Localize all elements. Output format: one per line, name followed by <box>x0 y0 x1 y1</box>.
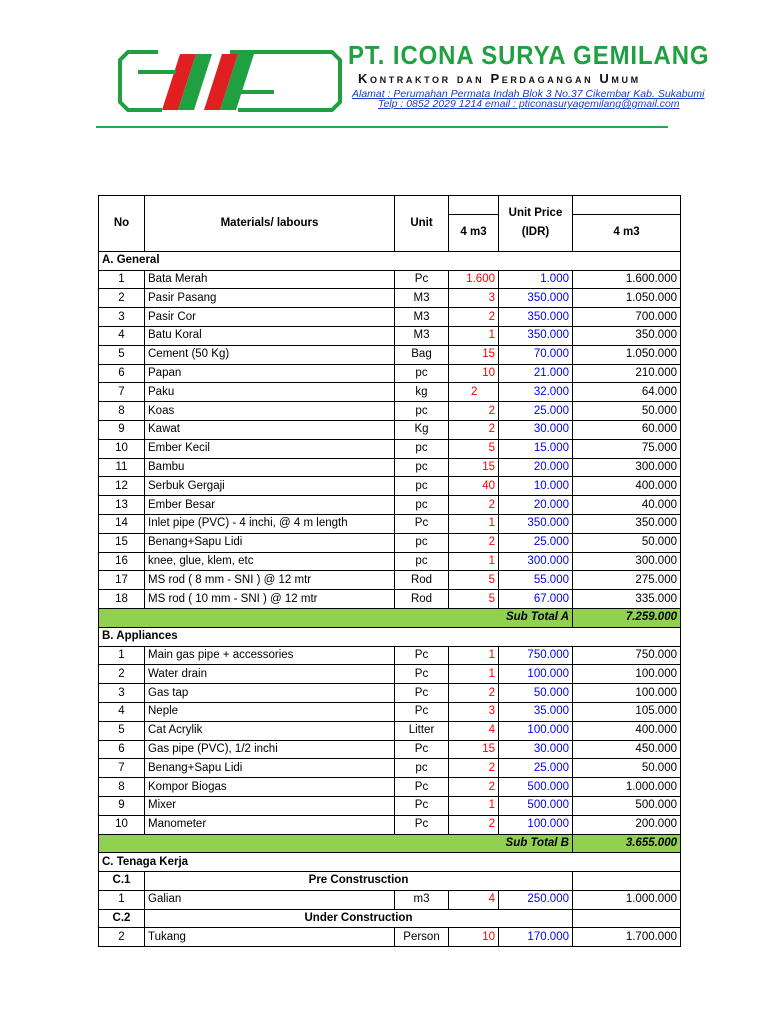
table-row <box>99 477 681 496</box>
row-total: 700.000 <box>573 308 681 327</box>
row-no: 5 <box>99 721 145 740</box>
row-no: 8 <box>99 402 145 421</box>
row-unit: Rod <box>395 571 449 590</box>
row-no: 2 <box>99 289 145 308</box>
row-no: 9 <box>99 796 145 815</box>
row-unit-price: 15.000 <box>499 439 573 458</box>
row-unit-price: 350.000 <box>499 308 573 327</box>
row-material: Water drain <box>145 665 395 684</box>
table-row <box>99 665 681 684</box>
section-a-row <box>99 251 681 270</box>
row-unit-price: 30.000 <box>499 420 573 439</box>
row-total: 400.000 <box>573 477 681 496</box>
table-row <box>99 740 681 759</box>
row-no: 7 <box>99 759 145 778</box>
row-material: Benang+Sapu Lidi <box>145 533 395 552</box>
row-unit-price: 100.000 <box>499 815 573 834</box>
subtotal-a-label: Sub Total A <box>99 608 573 627</box>
row-qty: 1 <box>449 326 499 345</box>
row-material: Bata Merah <box>145 270 395 289</box>
row-unit: kg <box>395 383 449 402</box>
row-no: 13 <box>99 496 145 515</box>
row-total: 50.000 <box>573 402 681 421</box>
row-unit: pc <box>395 552 449 571</box>
row-material: Cat Acrylik <box>145 721 395 740</box>
row-unit: pc <box>395 402 449 421</box>
table-row <box>99 646 681 665</box>
row-material: Bambu <box>145 458 395 477</box>
header-blank-total <box>573 196 681 215</box>
table-row <box>99 759 681 778</box>
row-total: 100.000 <box>573 665 681 684</box>
row-material: Manometer <box>145 815 395 834</box>
table-row <box>99 928 681 947</box>
header-unit-price-line2: (IDR) <box>521 226 550 239</box>
row-qty: 2 <box>449 815 499 834</box>
row-no: 8 <box>99 778 145 797</box>
table-row <box>99 890 681 909</box>
table-row <box>99 684 681 703</box>
row-total: 1.600.000 <box>573 270 681 289</box>
subtotal-a-row <box>99 608 681 627</box>
table-row <box>99 702 681 721</box>
row-unit-price: 67.000 <box>499 590 573 609</box>
row-material: Benang+Sapu Lidi <box>145 759 395 778</box>
section-c1-body <box>99 890 681 909</box>
table-row <box>99 458 681 477</box>
row-unit: M3 <box>395 326 449 345</box>
row-unit: Rod <box>395 590 449 609</box>
row-qty: 1 <box>449 646 499 665</box>
row-unit-price: 500.000 <box>499 796 573 815</box>
row-total: 500.000 <box>573 796 681 815</box>
row-no: 9 <box>99 420 145 439</box>
row-unit: Pc <box>395 646 449 665</box>
section-c1-blank <box>573 872 681 891</box>
header-unit: Unit <box>395 196 449 252</box>
row-total: 450.000 <box>573 740 681 759</box>
row-no: 5 <box>99 345 145 364</box>
company-name: PT. ICONA SURYA GEMILANG <box>348 40 710 70</box>
row-total: 64.000 <box>573 383 681 402</box>
row-no: 17 <box>99 571 145 590</box>
table-row <box>99 815 681 834</box>
row-no: 7 <box>99 383 145 402</box>
row-unit: pc <box>395 439 449 458</box>
row-unit: Pc <box>395 684 449 703</box>
row-material: Main gas pipe + accessories <box>145 646 395 665</box>
row-material: MS rod ( 10 mm - SNI ) @ 12 mtr <box>145 590 395 609</box>
table-row <box>99 420 681 439</box>
row-unit-price: 20.000 <box>499 458 573 477</box>
row-unit: M3 <box>395 289 449 308</box>
row-unit: Litter <box>395 721 449 740</box>
row-total: 1.700.000 <box>573 928 681 947</box>
header-total: 4 m3 <box>573 214 681 251</box>
row-material: Pasir Pasang <box>145 289 395 308</box>
row-unit: Person <box>395 928 449 947</box>
section-b-title: B. Appliances <box>99 627 681 646</box>
subtotal-b-label: Sub Total B <box>99 834 573 853</box>
table-row <box>99 345 681 364</box>
row-no: 3 <box>99 684 145 703</box>
section-a-body <box>99 270 681 608</box>
row-no: 11 <box>99 458 145 477</box>
row-no: 6 <box>99 740 145 759</box>
header-unit-price-line1: Unit Price <box>508 207 563 220</box>
row-qty: 4 <box>449 721 499 740</box>
section-c1-title: Pre Construsction <box>145 872 573 891</box>
row-total: 1.000.000 <box>573 778 681 797</box>
row-qty: 1 <box>449 665 499 684</box>
row-unit: Pc <box>395 270 449 289</box>
row-unit: Pc <box>395 815 449 834</box>
row-total: 300.000 <box>573 458 681 477</box>
row-qty: 5 <box>449 571 499 590</box>
table-row <box>99 326 681 345</box>
row-unit-price: 350.000 <box>499 289 573 308</box>
row-no: 1 <box>99 270 145 289</box>
row-unit-price: 750.000 <box>499 646 573 665</box>
company-subtitle: Kontraktor dan Perdagangan Umum <box>358 71 641 86</box>
table-header-row-1 <box>99 196 681 215</box>
row-total: 400.000 <box>573 721 681 740</box>
row-material: Ember Besar <box>145 496 395 515</box>
table-row <box>99 308 681 327</box>
row-unit: pc <box>395 364 449 383</box>
company-logo-icon <box>118 44 342 114</box>
header-blank-qty <box>449 196 499 215</box>
row-qty: 10 <box>449 364 499 383</box>
header-qty: 4 m3 <box>449 214 499 251</box>
row-material: Neple <box>145 702 395 721</box>
row-unit: pc <box>395 533 449 552</box>
row-no: 14 <box>99 514 145 533</box>
row-unit: Kg <box>395 420 449 439</box>
row-unit: Pc <box>395 740 449 759</box>
row-unit-price: 70.000 <box>499 345 573 364</box>
row-unit-price: 350.000 <box>499 514 573 533</box>
section-c2-code: C.2 <box>99 909 145 928</box>
table-row <box>99 402 681 421</box>
table-row <box>99 270 681 289</box>
company-contact[interactable]: Telp : 0852 2029 1214 email : pticonasuryagemilang@gmail.com <box>378 98 680 110</box>
row-unit: Pc <box>395 796 449 815</box>
row-unit-price: 10.000 <box>499 477 573 496</box>
section-c2-row <box>99 909 681 928</box>
row-total: 210.000 <box>573 364 681 383</box>
section-b-row <box>99 627 681 646</box>
row-qty: 2 <box>449 308 499 327</box>
row-unit-price: 170.000 <box>499 928 573 947</box>
row-qty: 1 <box>449 796 499 815</box>
row-unit: pc <box>395 458 449 477</box>
row-material: Gas pipe (PVC), 1/2 inchi <box>145 740 395 759</box>
header-materials: Materials/ labours <box>145 196 395 252</box>
subtotal-a-value: 7.259.000 <box>573 608 681 627</box>
row-total: 200.000 <box>573 815 681 834</box>
row-no: 2 <box>99 665 145 684</box>
row-unit: Pc <box>395 514 449 533</box>
header-unit-price <box>499 196 573 252</box>
row-material: Cement (50 Kg) <box>145 345 395 364</box>
section-b-body <box>99 646 681 834</box>
table-row <box>99 778 681 797</box>
row-material: Pasir Cor <box>145 308 395 327</box>
row-material: MS rod ( 8 mm - SNI ) @ 12 mtr <box>145 571 395 590</box>
row-total: 40.000 <box>573 496 681 515</box>
subtotal-b-row <box>99 834 681 853</box>
row-no: 6 <box>99 364 145 383</box>
row-total: 1.000.000 <box>573 890 681 909</box>
table-row <box>99 571 681 590</box>
section-a-title: A. General <box>99 251 681 270</box>
row-qty: 2 <box>449 533 499 552</box>
row-total: 75.000 <box>573 439 681 458</box>
row-total: 60.000 <box>573 420 681 439</box>
cost-table <box>98 195 681 947</box>
row-material: Kompor Biogas <box>145 778 395 797</box>
row-total: 350.000 <box>573 514 681 533</box>
table-row <box>99 439 681 458</box>
row-material: Papan <box>145 364 395 383</box>
table-row <box>99 533 681 552</box>
row-unit: m3 <box>395 890 449 909</box>
table-row <box>99 514 681 533</box>
row-qty: 2 <box>449 778 499 797</box>
row-qty: 1 <box>449 552 499 571</box>
row-qty: 2 <box>449 684 499 703</box>
row-qty: 2 <box>449 496 499 515</box>
row-qty: 15 <box>449 345 499 364</box>
table-row <box>99 590 681 609</box>
row-unit-price: 25.000 <box>499 759 573 778</box>
row-material: knee, glue, klem, etc <box>145 552 395 571</box>
row-material: Kawat <box>145 420 395 439</box>
row-total: 50.000 <box>573 759 681 778</box>
row-material: Galian <box>145 890 395 909</box>
subtotal-b-value: 3.655.000 <box>573 834 681 853</box>
table-row <box>99 364 681 383</box>
row-unit-price: 100.000 <box>499 721 573 740</box>
row-unit-price: 1.000 <box>499 270 573 289</box>
row-unit-price: 100.000 <box>499 665 573 684</box>
row-qty: 15 <box>449 458 499 477</box>
row-qty: 2 <box>449 420 499 439</box>
row-total: 100.000 <box>573 684 681 703</box>
row-qty: 4 <box>449 890 499 909</box>
section-c-row <box>99 853 681 872</box>
row-unit: Pc <box>395 778 449 797</box>
row-total: 275.000 <box>573 571 681 590</box>
row-unit-price: 350.000 <box>499 326 573 345</box>
row-unit-price: 25.000 <box>499 533 573 552</box>
row-unit-price: 55.000 <box>499 571 573 590</box>
row-qty: 2 <box>449 383 499 402</box>
section-c1-code: C.1 <box>99 872 145 891</box>
section-c2-blank <box>573 909 681 928</box>
table-row <box>99 496 681 515</box>
row-qty: 10 <box>449 928 499 947</box>
table-row <box>99 383 681 402</box>
row-total: 1.050.000 <box>573 345 681 364</box>
row-no: 1 <box>99 646 145 665</box>
row-unit-price: 50.000 <box>499 684 573 703</box>
letterhead <box>96 38 710 130</box>
row-no: 12 <box>99 477 145 496</box>
row-no: 4 <box>99 702 145 721</box>
row-unit-price: 300.000 <box>499 552 573 571</box>
row-unit: pc <box>395 496 449 515</box>
table-row <box>99 796 681 815</box>
header-divider <box>96 126 668 128</box>
row-no: 15 <box>99 533 145 552</box>
row-no: 10 <box>99 815 145 834</box>
row-total: 335.000 <box>573 590 681 609</box>
row-unit: Pc <box>395 702 449 721</box>
row-qty: 2 <box>449 402 499 421</box>
row-unit: Bag <box>395 345 449 364</box>
row-unit-price: 35.000 <box>499 702 573 721</box>
row-no: 10 <box>99 439 145 458</box>
row-no: 16 <box>99 552 145 571</box>
table-row <box>99 552 681 571</box>
row-qty: 1.600 <box>449 270 499 289</box>
row-total: 50.000 <box>573 533 681 552</box>
row-no: 2 <box>99 928 145 947</box>
row-qty: 15 <box>449 740 499 759</box>
row-material: Ember Kecil <box>145 439 395 458</box>
section-c1-row <box>99 872 681 891</box>
row-material: Serbuk Gergaji <box>145 477 395 496</box>
row-unit: M3 <box>395 308 449 327</box>
header-no: No <box>99 196 145 252</box>
row-unit-price: 20.000 <box>499 496 573 515</box>
row-qty: 3 <box>449 702 499 721</box>
company-address[interactable]: Alamat : Perumahan Permata Indah Blok 3 No.37 Cikembar Kab. Sukabumi <box>352 88 705 100</box>
row-total: 105.000 <box>573 702 681 721</box>
row-qty: 1 <box>449 514 499 533</box>
row-material: Tukang <box>145 928 395 947</box>
table-row <box>99 721 681 740</box>
row-no: 4 <box>99 326 145 345</box>
row-unit: pc <box>395 759 449 778</box>
section-c2-title: Under Construction <box>145 909 573 928</box>
row-qty: 40 <box>449 477 499 496</box>
row-no: 18 <box>99 590 145 609</box>
row-unit: Pc <box>395 665 449 684</box>
row-unit-price: 32.000 <box>499 383 573 402</box>
row-qty: 3 <box>449 289 499 308</box>
row-unit-price: 21.000 <box>499 364 573 383</box>
section-c-title: C. Tenaga Kerja <box>99 853 681 872</box>
row-unit-price: 250.000 <box>499 890 573 909</box>
row-total: 750.000 <box>573 646 681 665</box>
row-unit-price: 25.000 <box>499 402 573 421</box>
table-row <box>99 289 681 308</box>
section-c2-body <box>99 928 681 947</box>
row-no: 3 <box>99 308 145 327</box>
row-unit-price: 30.000 <box>499 740 573 759</box>
row-total: 350.000 <box>573 326 681 345</box>
row-unit-price: 500.000 <box>499 778 573 797</box>
row-material: Inlet pipe (PVC) - 4 inchi, @ 4 m length <box>145 514 395 533</box>
row-total: 1.050.000 <box>573 289 681 308</box>
row-qty: 5 <box>449 439 499 458</box>
row-material: Paku <box>145 383 395 402</box>
row-qty: 2 <box>449 759 499 778</box>
row-unit: pc <box>395 477 449 496</box>
row-total: 300.000 <box>573 552 681 571</box>
row-qty: 5 <box>449 590 499 609</box>
row-material: Koas <box>145 402 395 421</box>
row-material: Batu Koral <box>145 326 395 345</box>
row-material: Mixer <box>145 796 395 815</box>
row-material: Gas tap <box>145 684 395 703</box>
row-no: 1 <box>99 890 145 909</box>
